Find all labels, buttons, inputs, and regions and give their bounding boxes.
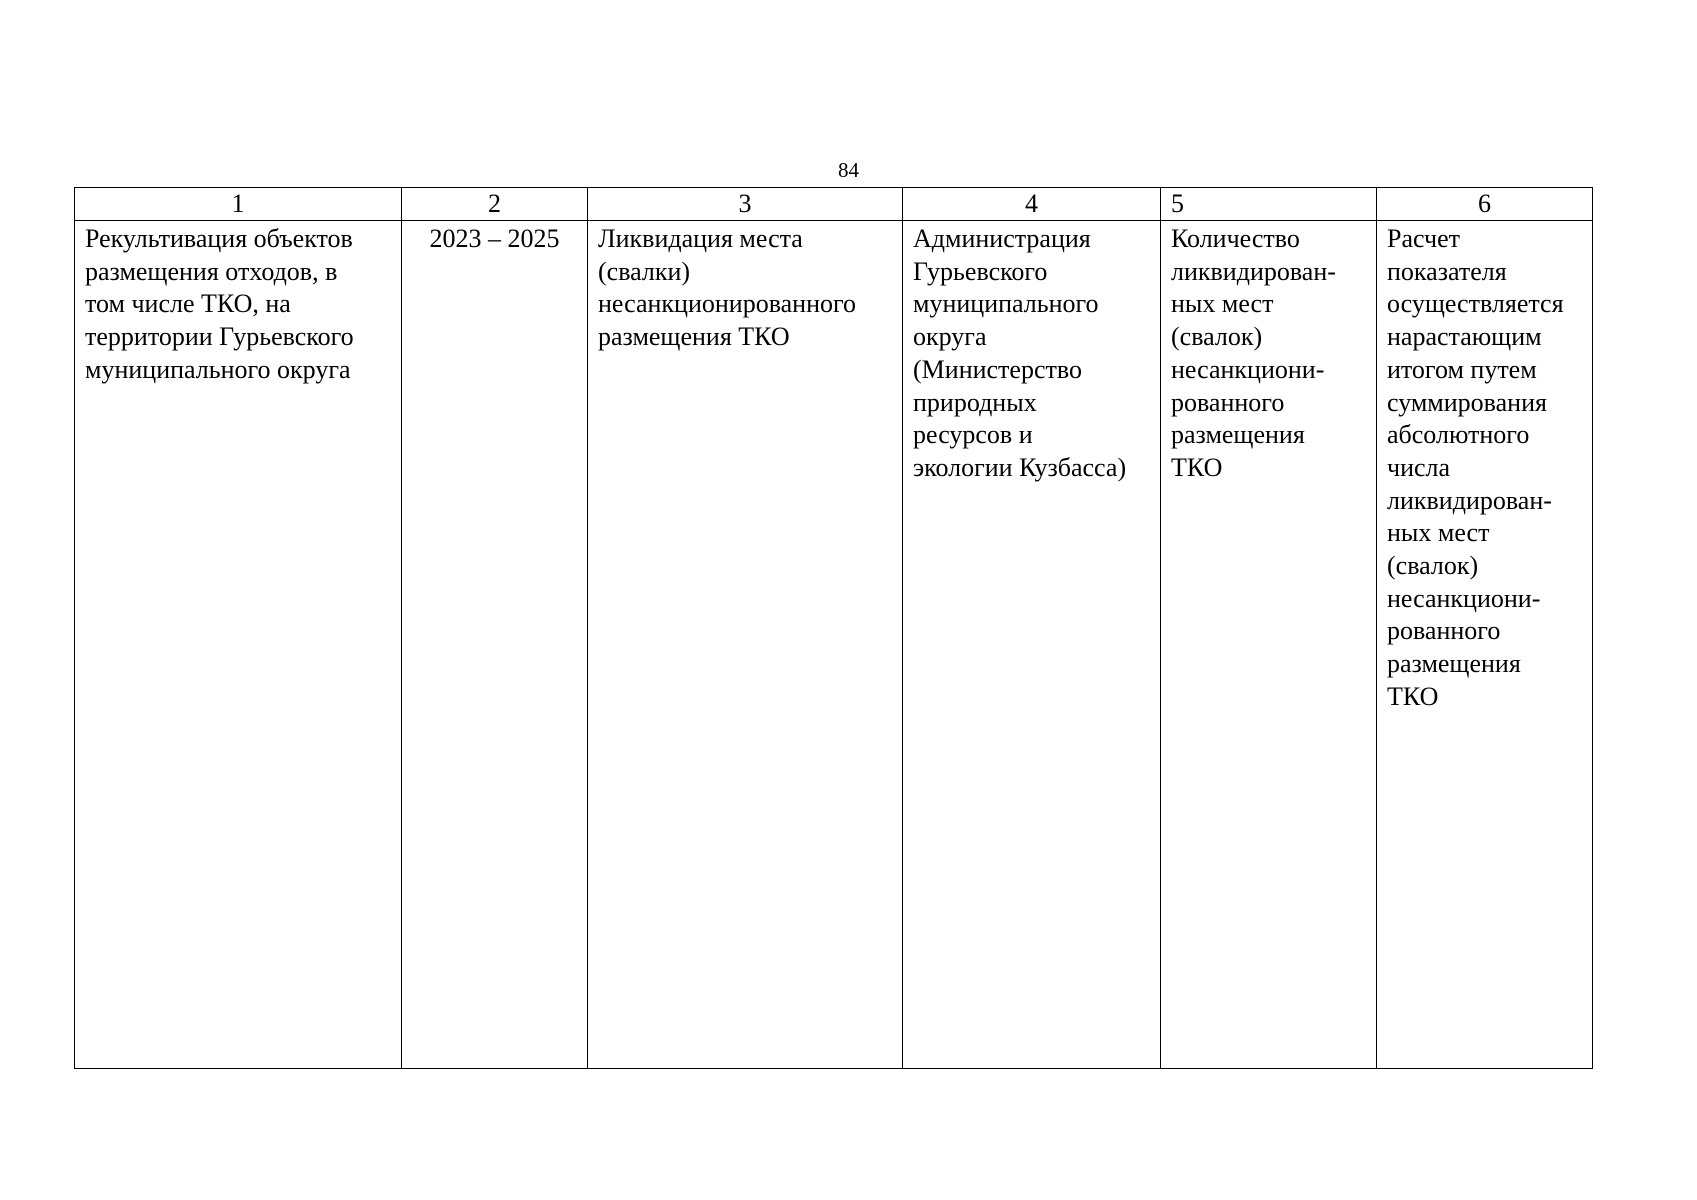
cell-indicator-text: Количество ликвидирован- ных мест (свалок) несанкциони- рованного размещения ТКО: [1171, 224, 1336, 482]
column-header-4: 4: [903, 188, 1161, 221]
data-table: [74, 187, 1593, 1069]
column-header-5: 5: [1161, 188, 1377, 221]
column-header-2: 2: [402, 188, 588, 221]
page-number: 84: [838, 158, 859, 182]
column-header-1: 1: [75, 188, 402, 221]
cell-result: [588, 221, 903, 1069]
cell-calculation-text: Расчет показателя осуществляется нарастающим итогом путем суммирования абсолютного числа ликвидирован- ных мест (свалок) несанкциони- рованного размещения ТКО: [1387, 224, 1564, 711]
table-row: [75, 221, 1593, 1069]
column-header-6: 6: [1377, 188, 1593, 221]
cell-calculation: [1377, 221, 1593, 1069]
cell-activity-text: Рекультивация объектов размещения отходов, в том числе ТКО, на территории Гурьевского муниципального округа: [85, 224, 354, 384]
cell-period: [402, 221, 588, 1069]
cell-indicator: [1161, 221, 1377, 1069]
table-header-row: [75, 188, 1593, 221]
cell-period-text: 2023 – 2025: [429, 224, 560, 253]
cell-responsible: [903, 221, 1161, 1069]
cell-result-text: Ликвидация места (свалки) несанкционированного размещения ТКО: [598, 224, 857, 352]
column-header-3: 3: [588, 188, 903, 221]
cell-activity: [75, 221, 402, 1069]
cell-responsible-text: Администрация Гурьевского муниципального округа (Министерство природных ресурсов и экологии Кузбасса): [913, 224, 1127, 482]
